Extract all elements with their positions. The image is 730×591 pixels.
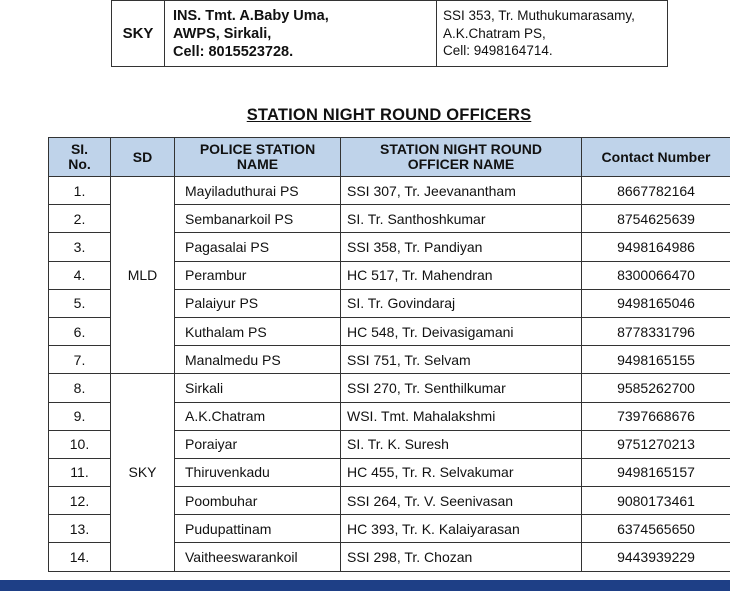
contact-number-cell: 9443939229 — [582, 543, 730, 571]
officer-name-cell: SSI 358, Tr. Pandiyan — [341, 233, 582, 261]
serial-number-cell: 3. — [49, 233, 111, 261]
officer-name-cell: HC 393, Tr. K. Kalaiyarasan — [341, 515, 582, 543]
officer-name-cell: SI. Tr. Govindaraj — [341, 289, 582, 317]
contact-number-cell: 9498165157 — [582, 458, 730, 486]
inspector-line: Cell: 8015523728. — [173, 43, 294, 60]
header-ps-line: NAME — [236, 156, 279, 172]
serial-number-cell: 6. — [49, 317, 111, 345]
serial-number-cell: 11. — [49, 458, 111, 486]
table-row — [49, 177, 730, 205]
contact-number-cell: 8667782164 — [582, 177, 730, 205]
inspector-cell — [165, 1, 437, 67]
serial-number-cell: 8. — [49, 374, 111, 402]
ssi-line: Cell: 9498164714. — [443, 43, 553, 59]
subdivision-cell: MLD — [111, 177, 175, 374]
inspector-line: AWPS, Sirkali, — [173, 25, 272, 42]
ssi-cell — [437, 1, 668, 67]
top-officer-table — [111, 0, 668, 67]
contact-number-cell: 9751270213 — [582, 430, 730, 458]
officer-name-cell: SSI 751, Tr. Selvam — [341, 346, 582, 374]
officer-name-cell: SSI 307, Tr. Jeevanantham — [341, 177, 582, 205]
police-station-cell: Mayiladuthurai PS — [175, 177, 341, 205]
officer-name-cell: SI. Tr. Santhoshkumar — [341, 205, 582, 233]
table-body — [49, 177, 730, 572]
police-station-cell: Pudupattinam — [175, 515, 341, 543]
ssi-line: SSI 353, Tr. Muthukumarasamy, — [443, 8, 635, 24]
contact-number-cell: 9498164986 — [582, 233, 730, 261]
inspector-line: INS. Tmt. A.Baby Uma, — [173, 7, 329, 24]
police-station-cell: Poombuhar — [175, 487, 341, 515]
contact-number-cell: 9498165046 — [582, 289, 730, 317]
serial-number-cell: 7. — [49, 346, 111, 374]
officer-name-cell: HC 455, Tr. R. Selvakumar — [341, 458, 582, 486]
officer-name-cell: SSI 264, Tr. V. Seenivasan — [341, 487, 582, 515]
serial-number-cell: 1. — [49, 177, 111, 205]
contact-number-cell: 8300066470 — [582, 261, 730, 289]
contact-number-cell: 8778331796 — [582, 317, 730, 345]
header-officer-line: OFFICER NAME — [407, 156, 515, 172]
serial-number-cell: 12. — [49, 487, 111, 515]
serial-number-cell: 13. — [49, 515, 111, 543]
contact-number-cell: 7397668676 — [582, 402, 730, 430]
officer-name-cell: SI. Tr. K. Suresh — [341, 430, 582, 458]
header-ps-line: POLICE STATION — [199, 141, 316, 157]
section-title: STATION NIGHT ROUND OFFICERS — [246, 106, 532, 124]
header-police-station — [175, 138, 341, 177]
serial-number-cell: 2. — [49, 205, 111, 233]
contact-number-cell: 8754625639 — [582, 205, 730, 233]
header-row — [49, 138, 730, 177]
header-sno-line: No. — [68, 156, 91, 172]
bottom-bar — [0, 580, 730, 591]
police-station-cell: Thiruvenkadu — [175, 458, 341, 486]
header-sno — [49, 138, 111, 177]
subdivision-cell: SKY — [111, 374, 175, 571]
ssi-line: A.K.Chatram PS, — [443, 25, 546, 41]
officer-name-cell: SSI 270, Tr. Senthilkumar — [341, 374, 582, 402]
contact-number-cell: 9585262700 — [582, 374, 730, 402]
officer-name-cell: WSI. Tmt. Mahalakshmi — [341, 402, 582, 430]
police-station-cell: Sirkali — [175, 374, 341, 402]
police-station-cell: Vaitheeswarankoil — [175, 543, 341, 571]
header-contact: Contact Number — [582, 138, 730, 177]
table-row — [49, 374, 730, 402]
serial-number-cell: 5. — [49, 289, 111, 317]
police-station-cell: Sembanarkoil PS — [175, 205, 341, 233]
police-station-cell: Manalmedu PS — [175, 346, 341, 374]
serial-number-cell: 14. — [49, 543, 111, 571]
top-officer-row — [112, 1, 668, 67]
header-officer — [341, 138, 582, 177]
header-sno-line: SI. — [70, 141, 89, 157]
header-sd: SD — [111, 138, 175, 177]
police-station-cell: Poraiyar — [175, 430, 341, 458]
contact-number-cell: 9080173461 — [582, 487, 730, 515]
contact-number-cell: 6374565650 — [582, 515, 730, 543]
header-officer-line: STATION NIGHT ROUND — [379, 141, 543, 157]
serial-number-cell: 9. — [49, 402, 111, 430]
top-sd-cell: SKY — [112, 1, 165, 67]
night-round-table — [48, 137, 730, 572]
officer-name-cell: SSI 298, Tr. Chozan — [341, 543, 582, 571]
serial-number-cell: 4. — [49, 261, 111, 289]
officer-name-cell: HC 517, Tr. Mahendran — [341, 261, 582, 289]
police-station-cell: Perambur — [175, 261, 341, 289]
police-station-cell: Kuthalam PS — [175, 317, 341, 345]
contact-number-cell: 9498165155 — [582, 346, 730, 374]
officer-name-cell: HC 548, Tr. Deivasigamani — [341, 317, 582, 345]
police-station-cell: Pagasalai PS — [175, 233, 341, 261]
police-station-cell: Palaiyur PS — [175, 289, 341, 317]
police-station-cell: A.K.Chatram — [175, 402, 341, 430]
serial-number-cell: 10. — [49, 430, 111, 458]
